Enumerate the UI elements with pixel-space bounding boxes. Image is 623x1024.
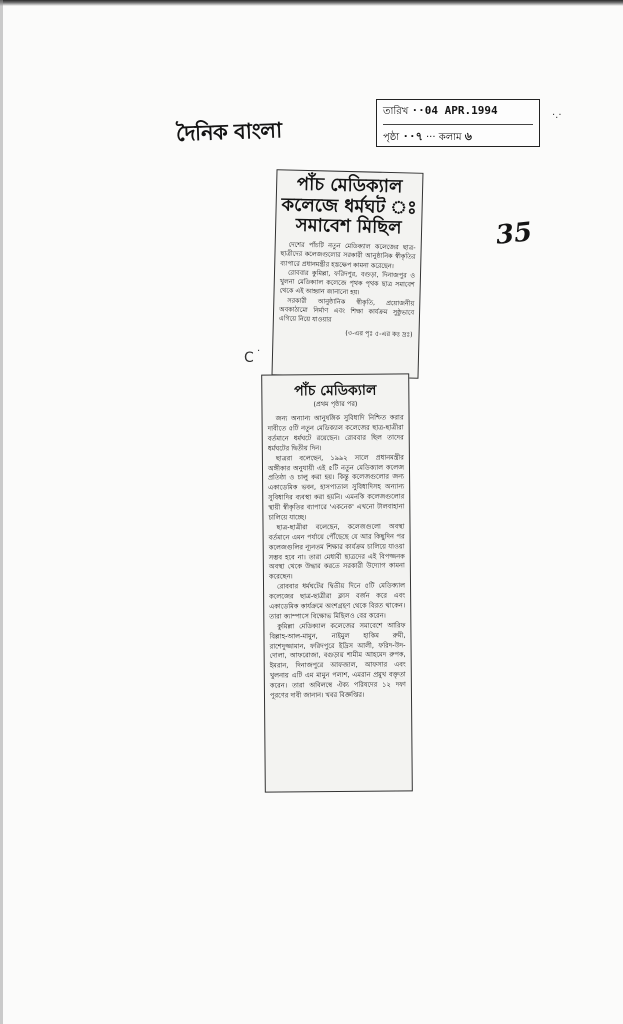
- stamp-date-value: 04 APR.1994: [424, 104, 498, 117]
- stamp-column-value: ৬: [464, 130, 472, 143]
- paragraph: কুমিল্লা মেডিক্যাল কলেজের সমাবেশে আরিফ বিল্লাহ-আল-মামুন, নাইমুল হাকিম রুমী, রাশেদুজ্জামান, ফরিদপুরে ইদ্রিস আলী, ফরিদ-উদ-দোলা, আফরোজা, বগুড়ায় শামীম আহমেদ রুপক, ইমরান, দিনাজপুরে আফজাল, আফসার এবং খুলনায় এটি এম মামুন পলাশ, এমরান প্রমুখ বক্তৃতা করেন। তারা অবিলম্বে ঐক্য পরিষদের ১২ দফা পূরণের দাবী জানান। খবর বিজ্ঞপ্তির।: [269, 621, 406, 700]
- handwritten-page-number: 35: [494, 217, 534, 251]
- headline-line-3: সমাবেশ মিছিল: [295, 215, 402, 239]
- stamp-column-label: কলাম: [438, 132, 462, 143]
- article-body-front: [274, 238, 421, 329]
- paragraph: দেশের পাঁচটি নতুন মেডিক্যাল কলেজের ছাত্র-ছাত্রীদের কলেজগুলোর সরকারী আনুষ্ঠানিক স্বীকৃতির ব্যাপারে প্রধানমন্ত্রীর হস্তক্ষেপ কামনা করেছেন।: [280, 240, 416, 270]
- paragraph: ছাত্র-ছাত্রীরা বলেছেন, কলেজগুলো অবস্থা বর্তমানে এমন পর্যায়ে পৌঁছেছে যে আর কিছুদিন পর কলেজগুলির ন্যূনতম শিক্ষার কার্যক্রম চালিয়ে যাওয়া সম্ভব হবে না। তারা মেধাবী ছাত্রদের এই বিপজ্জনক অবস্থা থেকে উদ্ধার করতে সরকারী উদ্যোগ কামনা করেছেন।: [268, 522, 405, 581]
- stamp-page-value: ৭: [415, 130, 423, 143]
- scan-left-edge: [0, 0, 3, 1024]
- paragraph: ছাত্ররা বলেছেন, ১৯৯২ সালে প্রধানমন্ত্রীর অঙ্গীকার অনুযায়ী এই ৫টি নতুন মেডিক্যাল কলেজ প্রতিষ্ঠা ও চালু করা হয়। কিন্তু কলেজগুলোর জন্য একাডেমিক ভবন, হাসপাতাল সুবিধাদিসহ অন্যান্য সুবিধাদির ব্যবস্থা করা হয়নি। এমনকি কলেজগুলোর স্থায়ী স্বীকৃতির ব্যাপারে 'একনেক' এখনো টালবাহানা চালিয়ে যাচ্ছে।: [267, 453, 405, 522]
- article-clipping-front: [272, 169, 424, 379]
- paragraph: সরকারী আনুষ্ঠানিক স্বীকৃতি, প্রয়োজনীয় অবকাঠামো নির্মাণ এবং শিক্ষা কার্যক্রম সুষ্ঠুভাবে এগিয়ে নিয়ে যাওয়ার: [278, 296, 415, 324]
- archive-stamp: [376, 99, 540, 147]
- article-headline: [276, 170, 423, 242]
- paragraph: জন্য অন্যান্য আনুষঙ্গিক সুবিধাদি নিশ্চিত করার দাবীতে ৫টি নতুন মেডিক্যাল কলেজের ছাত্র-ছাত্রীরা বর্তমানে ধর্মঘটে রয়েছেন। রোববার ছিল তাদের ধর্মঘটের দ্বিতীয় দিন।: [267, 413, 404, 453]
- margin-mark-dot: ·: [257, 346, 261, 357]
- continued-from-label: (প্রথম পৃষ্ঠার পর): [313, 399, 358, 409]
- paragraph: রোববার ধর্মঘটের দ্বিতীয় দিনে ৫টি মেডিক্যাল কলেজের ছাত্র-ছাত্রীরা ক্লাস বর্জন করে এবং একাডেমিক কার্যক্রমে অংশগ্রহণ থেকে বিরত থাকেন। তারা ক্যাম্পাসে বিক্ষোভ মিছিলও বের করেন।: [269, 581, 406, 621]
- article-clipping-continued: [261, 373, 413, 792]
- paragraph: রোববার কুমিল্লা, ফরিদপুর, বগুড়া, দিনাজপুর ও খুলনা মেডিক্যাল কলেজে পৃথক পৃথক ছাত্র সমাবেশ থেকে এই আহ্বান জানানো হয়।: [279, 268, 416, 297]
- scan-top-edge: [0, 0, 623, 6]
- article-body-continued: [263, 411, 412, 703]
- margin-mark-dots: ·.·: [552, 110, 562, 121]
- stamp-page-label: পৃষ্ঠা: [383, 132, 400, 143]
- jump-reference: (৩-এর পৃঃ ৫-এর কঃ দ্রঃ): [345, 328, 413, 339]
- continued-headline: পাঁচ মেডিক্যাল: [294, 382, 377, 400]
- headline-line-2: কলেজে ধর্মঘট ঃ: [281, 194, 418, 219]
- stamp-date-row: তারিখ ··04 APR.1994: [383, 104, 498, 117]
- newspaper-masthead: দৈনিক বাংলা: [175, 118, 282, 146]
- headline-line-1: পাঁচ মেডিক্যাল: [296, 173, 403, 198]
- margin-mark-c: C: [244, 350, 254, 366]
- stamp-date-label: তারিখ: [383, 106, 409, 117]
- stamp-page-row: পৃষ্ঠা ··৭ ··· কলাম ৬: [383, 124, 533, 147]
